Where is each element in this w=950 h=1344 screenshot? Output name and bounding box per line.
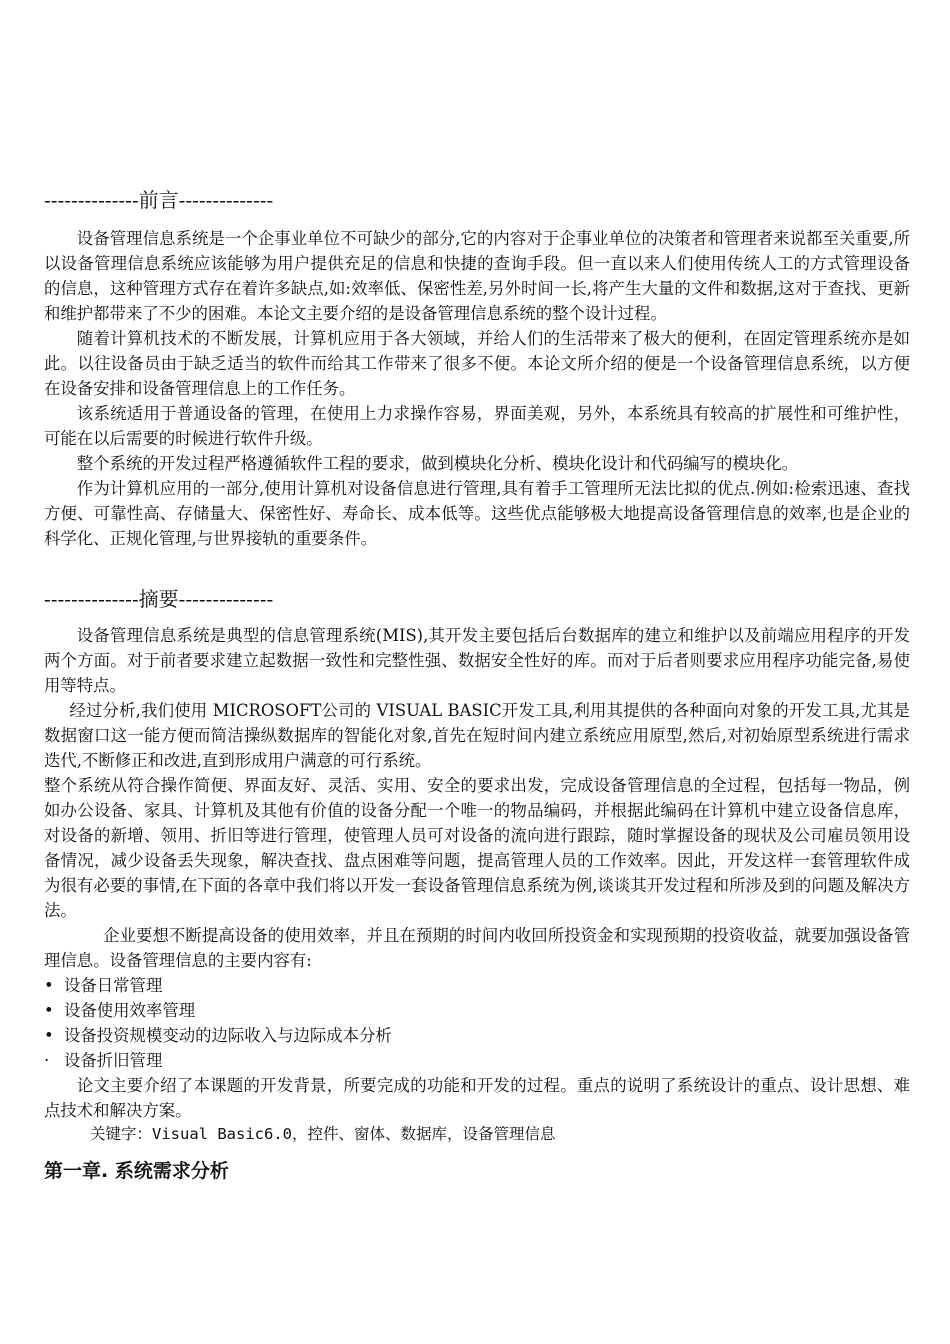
list-item: · 设备折旧管理 <box>44 1048 910 1073</box>
bullet-icon: · <box>44 1051 50 1070</box>
list-item: • 设备投资规模变动的边际收入与边际成本分析 <box>44 1023 910 1048</box>
preface-paragraph: 整个系统的开发过程严格遵循软件工程的要求，做到模块化分析、模块化设计和代码编写的模块化。 <box>76 454 798 473</box>
preface-paragraph: 该系统适用于普通设备的管理，在使用上力求操作容易，界面美观，另外，本系统具有较高的扩展性和可维护性，可能在以后需要的时候进行软件升级。 <box>44 404 910 448</box>
preface-paragraph: 作为计算机应用的一部分,使用计算机对设备信息进行管理,具有着手工管理所无法比拟的优点.例如:检索迅速、查找方便、可靠性高、存储量大、保密性好、寿命长、成本低等。这些优点能够极大地提高设备管理信息的效率,也是企业的科学化、正规化管理,与世界接轨的重要条件。 <box>44 479 910 548</box>
abstract-paragraph: 论文主要介绍了本课题的开发背景，所要完成的功能和开发的过程。重点的说明了系统设计的重点、设计思想、难点技术和解决方案。 <box>44 1076 910 1120</box>
bullet-icon: • <box>44 976 54 995</box>
list-item: • 设备使用效率管理 <box>44 998 910 1023</box>
abstract-paragraph: 经过分析,我们使用 MICROSOFT公司的 VISUAL BASIC开发工具,利用其提供的各种面向对象的开发工具,尤其是数据窗口这一能方便而简洁操纵数据库的智能化对象,首先在短时间内建立系统应用原型,然后,对初始原型系统进行需求迭代,不断修正和改进,直到形成用户满意的可行系统。 <box>44 701 910 770</box>
abstract-conclusion <box>44 1073 910 1123</box>
abstract-paragraph: 整个系统从符合操作简便、界面友好、灵活、实用、安全的要求出发，完成设备管理信息的全过程，包括每一物品，例如办公设备、家具、计算机及其他有价值的设备分配一个唯一的物品编码，并根据此编码在计算机中建立设备信息库，对设备的新增、领用、折旧等进行管理，使管理人员可对设备的流向进行跟踪，随时掌握设备的现状及公司雇员领用设备情况，减少设备丢失现象，解决查找、盘点困难等问题，提高管理人员的工作效率。因此，开发这样一套管理软件成为很有必要的事情,在下面的各章中我们将以开发一套设备管理信息系统为例,谈谈其开发过程和所涉及到的问题及解决方法。 <box>44 776 910 920</box>
preface-paragraph: 随着计算机技术的不断发展，计算机应用于各大领域，并给人们的生活带来了极大的便利，在固定管理系统亦是如此。以往设备员由于缺乏适当的软件而给其工作带来了很多不便。本论文所介绍的便是一个设备管理信息系统，以方便在设备安排和设备管理信息上的工作任务。 <box>44 329 910 398</box>
preface-heading: --------------前言-------------- <box>44 188 274 212</box>
bullet-icon: • <box>44 1001 54 1020</box>
bullet-icon: • <box>44 1026 54 1045</box>
abstract-heading: --------------摘要-------------- <box>44 587 274 611</box>
management-content-list <box>44 973 910 1073</box>
keywords-line: 关键字：Visual Basic6.0，控件、窗体、数据库，设备管理信息 <box>90 1125 556 1143</box>
abstract-paragraph: 设备管理信息系统是典型的信息管理系统(MIS),其开发主要包括后台数据库的建立和维护以及前端应用程序的开发两个方面。对于前者要求建立起数据一致性和完整性强、数据安全性好的库。而对于后者则要求应用程序功能完备,易使用等特点。 <box>44 626 910 695</box>
list-item: • 设备日常管理 <box>44 973 910 998</box>
abstract-paragraph: 企业要想不断提高设备的使用效率，并且在预期的时间内收回所投资金和实现预期的投资收益，就要加强设备管理信息。设备管理信息的主要内容有: <box>44 926 910 970</box>
preface-paragraph: 设备管理信息系统是一个企事业单位不可缺少的部分,它的内容对于企事业单位的决策者和管理者来说都至关重要,所以设备管理信息系统应该能够为用户提供充足的信息和快捷的查询手段。但一直以来人们使用传统人工的方式管理设备的信息，这种管理方式存在着许多缺点,如:效率低、保密性差,另外时间一长,将产生大量的文件和数据,这对于查找、更新和维护都带来了不少的困难。本论文主要介绍的是设备管理信息系统的整个设计过程。 <box>44 229 910 323</box>
preface-body <box>44 226 910 551</box>
abstract-body <box>44 623 910 973</box>
chapter-title: 第一章. 系统需求分析 <box>44 1160 229 1182</box>
